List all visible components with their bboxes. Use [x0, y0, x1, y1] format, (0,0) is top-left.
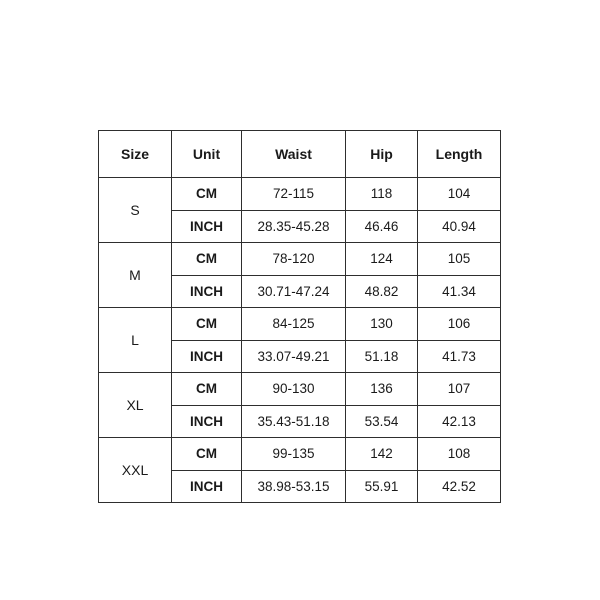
waist-cell: 90-130 — [242, 373, 346, 406]
unit-cell: CM — [172, 243, 242, 276]
waist-cell: 99-135 — [242, 438, 346, 471]
size-cell: S — [99, 178, 172, 243]
hip-cell: 124 — [346, 243, 418, 276]
unit-cell: CM — [172, 373, 242, 406]
waist-cell: 28.35-45.28 — [242, 210, 346, 243]
size-cell: M — [99, 243, 172, 308]
unit-cell: CM — [172, 178, 242, 211]
unit-cell: INCH — [172, 405, 242, 438]
waist-cell: 78-120 — [242, 243, 346, 276]
unit-cell: INCH — [172, 210, 242, 243]
hip-cell: 142 — [346, 438, 418, 471]
waist-cell: 35.43-51.18 — [242, 405, 346, 438]
hip-cell: 136 — [346, 373, 418, 406]
unit-cell: INCH — [172, 340, 242, 373]
size-cell: XXL — [99, 438, 172, 503]
hip-cell: 46.46 — [346, 210, 418, 243]
header-waist: Waist — [242, 131, 346, 178]
header-length: Length — [418, 131, 501, 178]
length-cell: 42.52 — [418, 470, 501, 503]
length-cell: 104 — [418, 178, 501, 211]
hip-cell: 118 — [346, 178, 418, 211]
length-cell: 106 — [418, 308, 501, 341]
table-row — [99, 438, 501, 471]
table-row — [99, 178, 501, 211]
header-size: Size — [99, 131, 172, 178]
waist-cell: 33.07-49.21 — [242, 340, 346, 373]
size-cell: L — [99, 308, 172, 373]
hip-cell: 48.82 — [346, 275, 418, 308]
length-cell: 105 — [418, 243, 501, 276]
waist-cell: 30.71-47.24 — [242, 275, 346, 308]
header-row — [99, 131, 501, 178]
table-row — [99, 373, 501, 406]
hip-cell: 53.54 — [346, 405, 418, 438]
waist-cell: 72-115 — [242, 178, 346, 211]
length-cell: 42.13 — [418, 405, 501, 438]
size-chart-table — [98, 130, 501, 503]
length-cell: 40.94 — [418, 210, 501, 243]
unit-cell: CM — [172, 308, 242, 341]
hip-cell: 130 — [346, 308, 418, 341]
length-cell: 107 — [418, 373, 501, 406]
hip-cell: 55.91 — [346, 470, 418, 503]
size-cell: XL — [99, 373, 172, 438]
table-row — [99, 308, 501, 341]
unit-cell: CM — [172, 438, 242, 471]
length-cell: 108 — [418, 438, 501, 471]
waist-cell: 84-125 — [242, 308, 346, 341]
unit-cell: INCH — [172, 470, 242, 503]
length-cell: 41.73 — [418, 340, 501, 373]
header-unit: Unit — [172, 131, 242, 178]
waist-cell: 38.98-53.15 — [242, 470, 346, 503]
unit-cell: INCH — [172, 275, 242, 308]
header-hip: Hip — [346, 131, 418, 178]
table-row — [99, 243, 501, 276]
hip-cell: 51.18 — [346, 340, 418, 373]
length-cell: 41.34 — [418, 275, 501, 308]
